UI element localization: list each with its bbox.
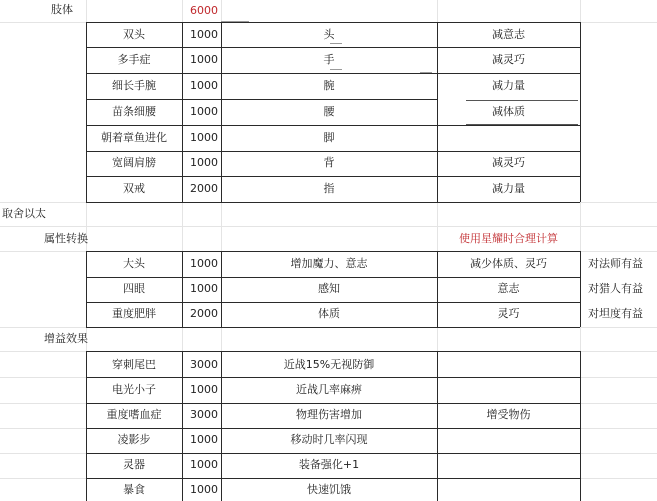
cell-artifact <box>420 72 432 73</box>
row-part: 背 <box>323 156 335 169</box>
row-effect: 减力量 <box>492 79 525 92</box>
buff-table-border <box>86 428 580 429</box>
buff-table-border <box>86 377 580 378</box>
limbs-table-border <box>182 22 183 202</box>
row-effect: 减体质 <box>492 105 525 118</box>
row-effect: 减灵巧 <box>492 53 525 66</box>
row-cost: 1000 <box>190 383 218 396</box>
row-cost: 1000 <box>190 156 218 169</box>
row-name: 灵器 <box>123 458 145 471</box>
buff-table-border <box>86 453 580 454</box>
section-label-attr: 属性转换 <box>44 232 88 245</box>
section-label-limbs <box>0 0 86 20</box>
row-part: 头 <box>323 28 335 41</box>
row-cost: 1000 <box>190 257 218 270</box>
row-name: 四眼 <box>123 282 145 295</box>
row-cost: 3000 <box>190 358 218 371</box>
limbs-table-border <box>580 22 581 202</box>
row-cost: 2000 <box>190 182 218 195</box>
buff-table-border <box>182 351 183 501</box>
limbs-table-border <box>86 22 580 23</box>
row-part: 脚 <box>323 131 335 144</box>
row-effect: 减灵巧 <box>492 156 525 169</box>
limbs-table-border <box>86 47 580 48</box>
row-cost: 1000 <box>190 483 218 496</box>
row-cost: 2000 <box>190 307 218 320</box>
row-effect <box>437 128 580 148</box>
attr-table-border <box>182 251 183 327</box>
limbs-total: 6000 <box>190 4 218 17</box>
row-effect: 快速饥饿 <box>307 483 351 496</box>
row-benefit: 对坦度有益 <box>588 307 643 320</box>
row-cost: 1000 <box>190 458 218 471</box>
row-name: 大头 <box>123 257 145 270</box>
row-cost: 1000 <box>190 28 218 41</box>
cell-artifact <box>466 100 578 101</box>
row-loss: 灵巧 <box>497 307 520 320</box>
attr-table-border <box>580 251 581 327</box>
row-gain: 体质 <box>318 307 340 320</box>
row-name: 凌影步 <box>117 433 151 446</box>
row-loss: 减少体质、灵巧 <box>470 257 547 270</box>
row-name: 宽阔肩膀 <box>112 156 156 169</box>
row-name: 双头 <box>123 28 145 41</box>
buff-table-border <box>580 351 581 501</box>
row-name: 苗条细腰 <box>112 105 156 118</box>
row-part: 手 <box>323 53 335 66</box>
row-effect: 减力量 <box>492 182 525 195</box>
row-extra <box>437 480 580 500</box>
limbs-table-border <box>86 73 580 74</box>
row-name: 朝着章鱼进化 <box>101 131 167 144</box>
attr-table-border <box>86 251 580 252</box>
row-effect: 近战几率麻痹 <box>296 383 362 396</box>
buff-table-border <box>86 351 580 352</box>
row-cost: 1000 <box>190 53 218 66</box>
row-gain: 感知 <box>318 282 340 295</box>
grid-row-line <box>0 226 657 227</box>
row-gain: 增加魔力、意志 <box>290 257 368 270</box>
row-name: 双戒 <box>123 182 145 195</box>
section-label-choice: 取舍以太 <box>2 207 46 220</box>
row-name: 重度嗜血症 <box>106 408 162 421</box>
attr-table-border <box>86 302 580 303</box>
cell-artifact <box>466 124 578 125</box>
row-effect: 物理伤害增加 <box>296 408 362 421</box>
limbs-table-border <box>86 151 580 152</box>
row-loss: 意志 <box>497 282 520 295</box>
row-name: 细长手腕 <box>112 79 156 92</box>
row-cost: 1000 <box>190 131 218 144</box>
buff-table-border <box>86 403 580 404</box>
row-name: 重度肥胖 <box>112 307 156 320</box>
row-cost: 3000 <box>190 408 218 421</box>
row-name: 暴食 <box>123 483 145 496</box>
row-cost: 1000 <box>190 433 218 446</box>
attr-note: 使用星耀时合理计算 <box>459 232 558 245</box>
limbs-table-border <box>86 99 437 100</box>
attr-table-border <box>86 327 580 328</box>
limbs-table-border <box>86 202 580 203</box>
row-effect: 近战15%无视防御 <box>283 358 375 371</box>
row-part: 腰 <box>323 105 335 118</box>
section-label-buff: 增益效果 <box>44 332 88 345</box>
row-extra <box>437 430 580 450</box>
row-name: 电光小子 <box>112 383 156 396</box>
row-part: 指 <box>323 182 335 195</box>
row-extra <box>437 380 580 400</box>
section-label-text: 肢体 <box>51 3 73 16</box>
row-extra <box>437 455 580 475</box>
row-benefit: 对法师有益 <box>588 257 643 270</box>
limbs-table-border <box>86 125 580 126</box>
row-effect: 减意志 <box>492 28 525 41</box>
buff-table-border <box>86 478 580 479</box>
row-extra <box>437 355 580 375</box>
limbs-table-border <box>86 176 580 177</box>
cell-artifact <box>330 43 342 44</box>
cell-artifact <box>330 69 342 70</box>
row-name: 多手症 <box>117 53 151 66</box>
row-extra: 增受物伤 <box>486 408 531 421</box>
row-cost: 1000 <box>190 282 218 295</box>
row-cost: 1000 <box>190 105 218 118</box>
row-name: 穿刺尾巴 <box>112 358 156 371</box>
row-effect: 装备强化+1 <box>298 458 360 471</box>
attr-table-border <box>86 277 580 278</box>
row-benefit: 对猎人有益 <box>588 282 643 295</box>
row-effect: 移动时几率闪现 <box>290 433 368 446</box>
row-part: 腕 <box>323 79 335 92</box>
row-cost: 1000 <box>190 79 218 92</box>
